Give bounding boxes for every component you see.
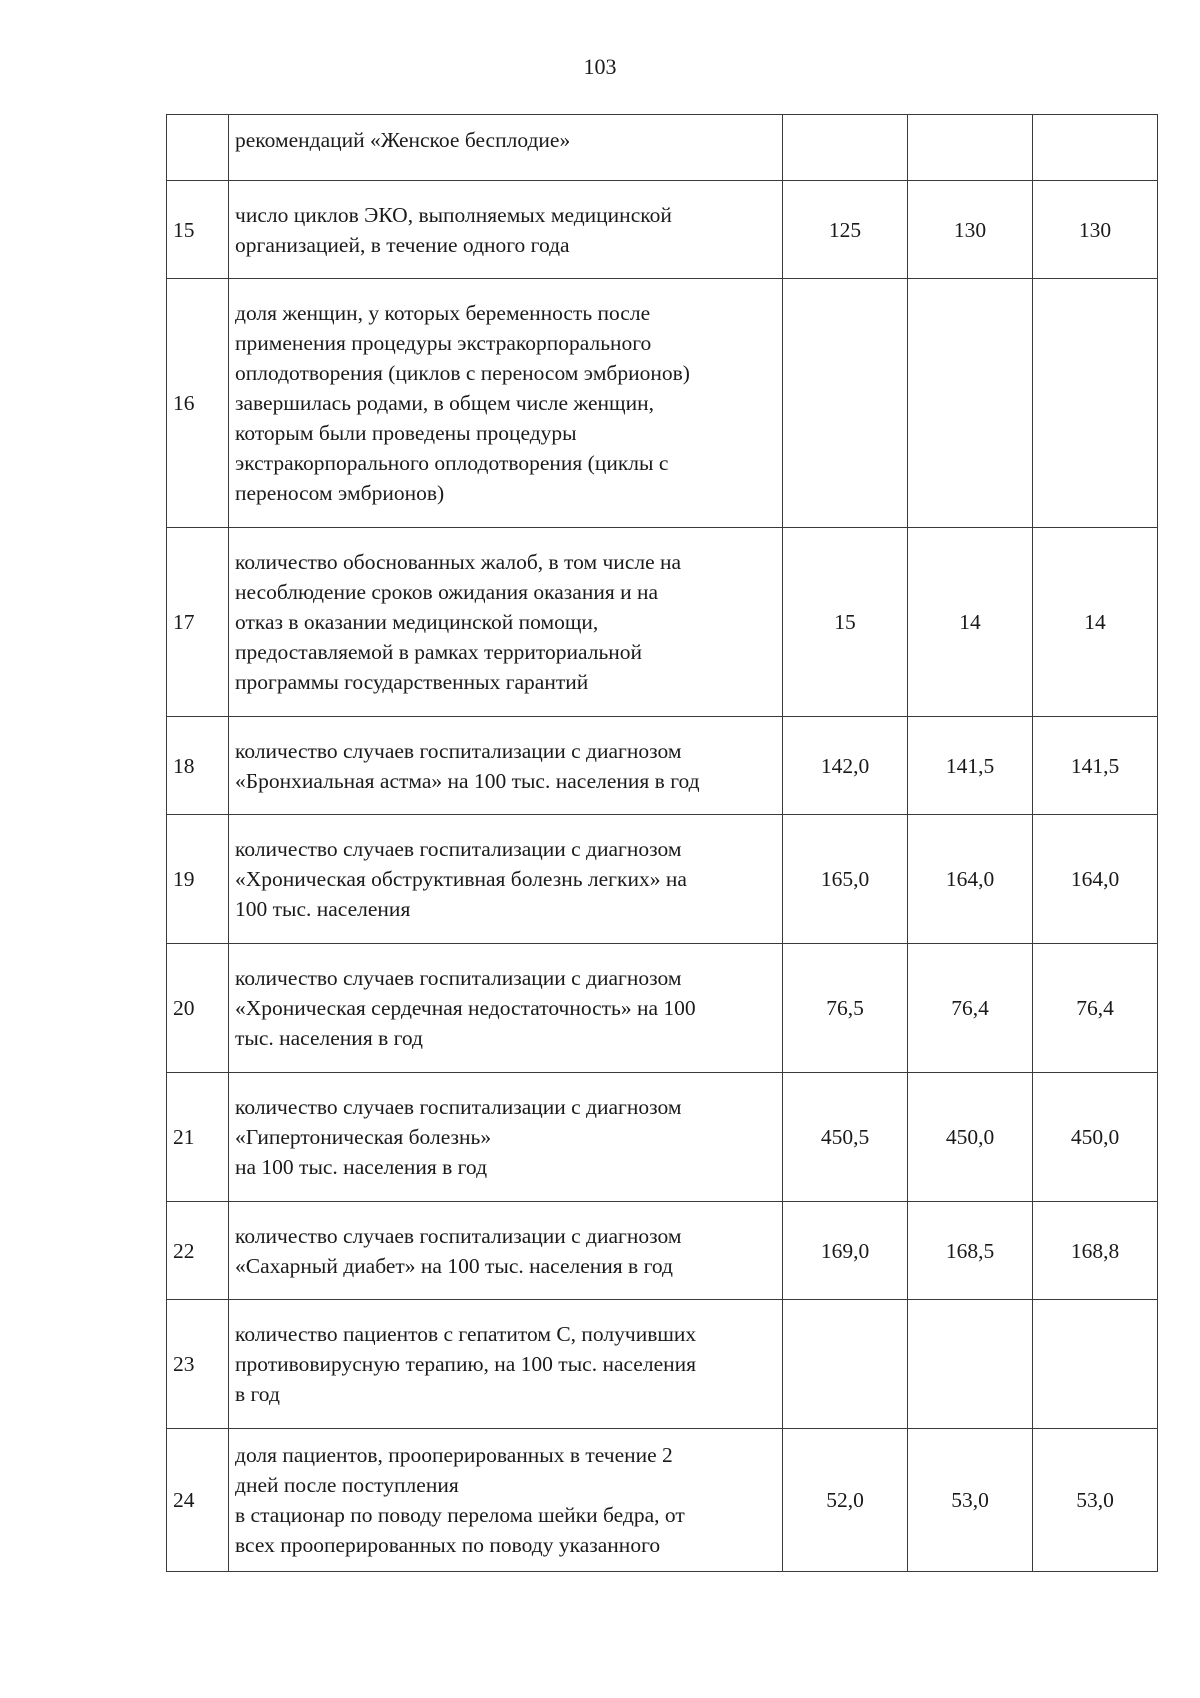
table-row — [167, 1300, 1158, 1429]
row-description — [229, 1300, 783, 1429]
indicators-table — [166, 114, 1158, 1572]
row-value-2 — [908, 279, 1033, 528]
row-number: 15 — [167, 181, 229, 279]
row-value-2: 168,5 — [908, 1202, 1033, 1300]
table-row — [167, 1202, 1158, 1300]
row-value-1: 450,5 — [783, 1073, 908, 1202]
row-value-2: 14 — [908, 528, 1033, 717]
row-description-text: число циклов ЭКО, выполняемых медицинской организацией, в течение одного года — [235, 202, 672, 257]
page-number: 103 — [583, 54, 617, 79]
table-row — [167, 181, 1158, 279]
row-value-3: 14 — [1033, 528, 1158, 717]
row-value-3: 168,8 — [1033, 1202, 1158, 1300]
row-description — [229, 279, 783, 528]
row-description-text: доля пациентов, прооперированных в течение 2 дней после поступления в стационар по поводу перелома шейки бедра, от всех прооперированных по поводу указанного — [235, 1443, 685, 1557]
row-description — [229, 717, 783, 815]
row-number: 17 — [167, 528, 229, 717]
row-description-text: рекомендаций «Женское бесплодие» — [235, 128, 571, 152]
row-description-text: количество случаев госпитализации с диагнозом «Бронхиальная астма» на 100 тыс. населения в год — [235, 738, 700, 793]
row-value-1: 76,5 — [783, 944, 908, 1073]
table-row — [167, 944, 1158, 1073]
row-value-2 — [908, 115, 1033, 181]
row-number: 21 — [167, 1073, 229, 1202]
table-row — [167, 115, 1158, 181]
row-value-1 — [783, 279, 908, 528]
row-value-1: 169,0 — [783, 1202, 908, 1300]
row-value-3: 141,5 — [1033, 717, 1158, 815]
row-value-3: 130 — [1033, 181, 1158, 279]
row-value-3: 450,0 — [1033, 1073, 1158, 1202]
row-description-text: количество случаев госпитализации с диагнозом «Гипертоническая болезнь» на 100 тыс. населения в год — [235, 1095, 682, 1179]
row-number: 16 — [167, 279, 229, 528]
row-value-2: 53,0 — [908, 1429, 1033, 1572]
row-description — [229, 1202, 783, 1300]
row-description-text: доля женщин, у которых беременность после применения процедуры экстракорпорального оплодотворения (циклов с переносом эмбрионов) завершилась родами, в общем числе женщин, которым были проведены процедуры экстракорпорального оплодотворения (циклы с переносом эмбрионов) — [235, 301, 690, 505]
row-value-2 — [908, 1300, 1033, 1429]
table-row — [167, 717, 1158, 815]
row-value-1: 165,0 — [783, 815, 908, 944]
row-value-1 — [783, 115, 908, 181]
row-value-1 — [783, 1300, 908, 1429]
row-value-3 — [1033, 279, 1158, 528]
row-number: 24 — [167, 1429, 229, 1572]
table-row — [167, 1429, 1158, 1572]
row-description-text: количество случаев госпитализации с диагнозом «Сахарный диабет» на 100 тыс. населения в год — [235, 1223, 682, 1278]
row-description — [229, 1429, 783, 1572]
row-number: 20 — [167, 944, 229, 1073]
row-description-text: количество случаев госпитализации с диагнозом «Хроническая обструктивная болезнь легких» на 100 тыс. населения — [235, 837, 687, 921]
row-description — [229, 815, 783, 944]
table-row — [167, 1073, 1158, 1202]
table-row — [167, 815, 1158, 944]
table-row — [167, 279, 1158, 528]
row-description — [229, 944, 783, 1073]
row-value-3: 164,0 — [1033, 815, 1158, 944]
row-value-2: 450,0 — [908, 1073, 1033, 1202]
row-value-1: 52,0 — [783, 1429, 908, 1572]
row-number: 19 — [167, 815, 229, 944]
row-value-2: 141,5 — [908, 717, 1033, 815]
row-value-3: 76,4 — [1033, 944, 1158, 1073]
row-description — [229, 115, 783, 181]
row-value-2: 130 — [908, 181, 1033, 279]
row-value-3 — [1033, 1300, 1158, 1429]
row-description-text: количество пациентов с гепатитом С, получивших противовирусную терапию, на 100 тыс. населения в год — [235, 1322, 697, 1406]
table-row — [167, 528, 1158, 717]
row-number: 18 — [167, 717, 229, 815]
row-value-3: 53,0 — [1033, 1429, 1158, 1572]
row-value-2: 164,0 — [908, 815, 1033, 944]
row-number: 23 — [167, 1300, 229, 1429]
row-value-1: 125 — [783, 181, 908, 279]
row-number: 22 — [167, 1202, 229, 1300]
row-description-text: количество обоснованных жалоб, в том числе на несоблюдение сроков ожидания оказания и на отказ в оказании медицинской помощи, предоставляемой в рамках территориальной программы государственных гарантий — [235, 550, 682, 694]
row-value-3 — [1033, 115, 1158, 181]
row-description — [229, 1073, 783, 1202]
row-description — [229, 181, 783, 279]
row-value-1: 15 — [783, 528, 908, 717]
row-number — [167, 115, 229, 181]
row-value-1: 142,0 — [783, 717, 908, 815]
row-value-2: 76,4 — [908, 944, 1033, 1073]
row-description — [229, 528, 783, 717]
row-description-text: количество случаев госпитализации с диагнозом «Хроническая сердечная недостаточность» на 100 тыс. населения в год — [235, 966, 696, 1050]
